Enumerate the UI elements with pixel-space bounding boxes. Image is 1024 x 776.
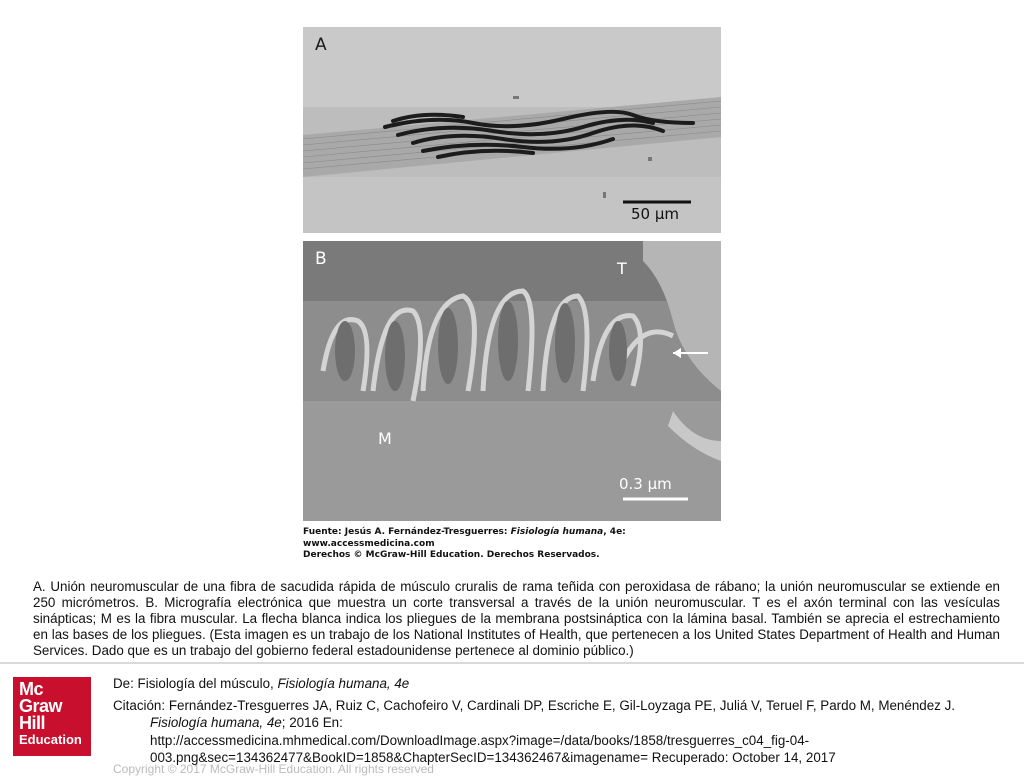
mcgraw-hill-logo <box>13 677 91 756</box>
figure <box>303 27 721 521</box>
citation-url-1[interactable]: http://accessmedicina.mhmedical.com/DownloadImage.aspx?image=/data/books/1858/tresguerres_c04_fig-04- <box>150 732 810 748</box>
panel-b-scale-bar-label: 0.3 µm <box>619 475 672 493</box>
source-rights: Derechos © McGraw-Hill Education. Derechos Reservados. <box>303 550 600 560</box>
muscle-fiber-label: M <box>378 429 392 448</box>
citation-from: De: Fisiología del músculo, Fisiología humana, 4e <box>113 676 410 691</box>
source-prefix: Fuente: Jesús A. Fernández-Tresguerres: <box>303 527 511 537</box>
source-edition: , 4e: <box>603 527 626 537</box>
panel-a-image <box>303 27 721 233</box>
panel-a-label: A <box>315 35 327 55</box>
citation-authors: Citación: Fernández-Tresguerres JA, Ruiz C, Cachofeiro V, Cardinali DP, Escriche E, Gil-Loyzaga PE, Juliá V, Teruel F, Pardo M, Menéndez J. <box>113 697 956 713</box>
logo-line-3: Hill <box>19 713 46 733</box>
copyright-notice: Copyright © 2017 McGraw-Hill Education. All rights reserved <box>113 762 434 776</box>
panel-b-micrograph <box>303 241 721 521</box>
source-book: Fisiología humana <box>510 527 604 537</box>
panel-a-scale-bar-label: 50 µm <box>631 205 680 223</box>
logo-line-2: Graw <box>19 696 63 716</box>
logo-line-4: Education <box>19 732 82 747</box>
axon-terminal-label: T <box>617 259 627 278</box>
source-website: www.accessmedicina.com <box>303 538 435 549</box>
citation-book-line: Fisiología humana, 4e; 2016 En: <box>150 715 343 730</box>
figure-source <box>303 527 723 562</box>
citation-block <box>113 675 1013 767</box>
panel-b-label: B <box>315 249 327 269</box>
figure-caption: A. Unión neuromuscular de una fibra de sacudida rápida de músculo cruralis de rama teñida con peroxidasa de rábano; la unión neuromuscular se extiende en 250 micrómetros. B. Micrografía electrónica que muestra un corte transversal a través de la unión neuromuscular. T es el axón terminal con las vesículas sinápticas; M es la fibra muscular. La flecha blanca indica los pliegues de la membrana postsináptica con la lámina basal. También se aprecia el estrechamiento en las bases de los pliegues. (Esta imagen es un trabajo de los National Institutes of Health, que pertenecen a los United States Department of Health and Human Services. Dado que es un trabajo del gobierno federal estadounidense pertenece al dominio público.) <box>33 579 1000 658</box>
citation-url-2[interactable]: 003.png&sec=134362477&BookID=1858&ChapterSecID=134362467&imagename= Recuperado: October 14, 2017 <box>150 750 836 765</box>
logo-line-1: Mc <box>19 679 44 699</box>
panel-a-micrograph <box>303 27 721 233</box>
divider <box>0 662 1024 664</box>
